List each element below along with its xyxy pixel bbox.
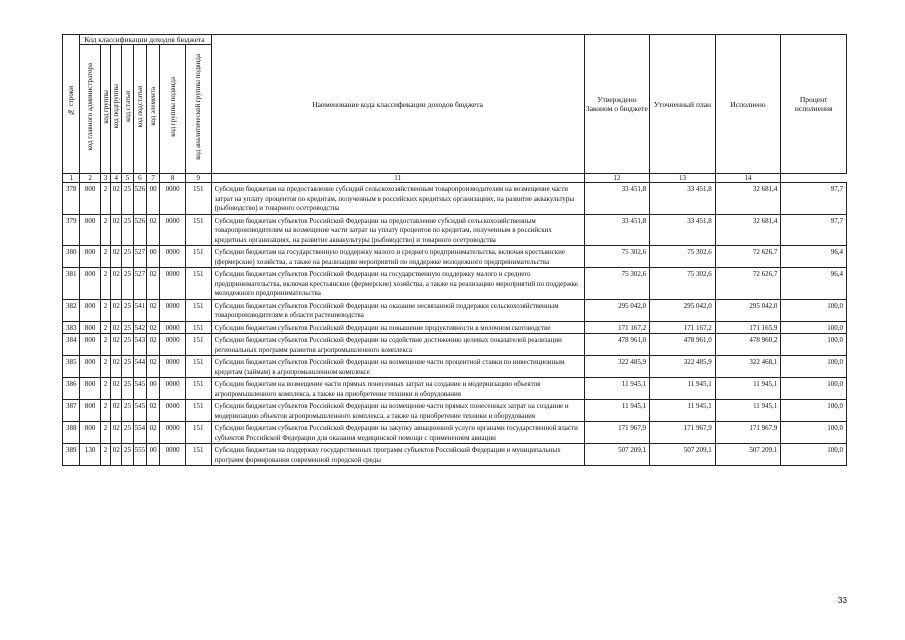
header-percent: Процент исполнения [781,35,847,174]
execution-percent: 100,0 [781,444,847,466]
code-subtype-group: 0000 [160,356,186,378]
code-subgroup: 02 [111,422,122,444]
executed-amount: 171 165,9 [715,321,781,334]
code-analytic-group: 151 [185,378,211,400]
header-name: Наименование кода классификации доходов бюджета [211,35,584,174]
execution-percent: 100,0 [781,422,847,444]
executed-amount: 72 626,7 [715,246,781,268]
code-subarticle: 545 [133,378,146,400]
refined-amount: 171 167,2 [650,321,716,334]
revenue-name: Субсидии бюджетам субъектов Российской Федерации на возмещение части прямых понесенных затрат на создание и модернизацию объектов агропромышленного комплекса, а также на приобретение техники и оборудования [211,400,584,422]
code-subtype-group: 0000 [160,268,186,300]
column-number: 11 [211,174,584,183]
table-row [63,268,847,300]
refined-amount: 11 945,1 [650,400,716,422]
approved-amount: 295 042,0 [584,299,650,321]
code-analytic-group: 151 [185,299,211,321]
refined-amount: 33 451,8 [650,214,716,246]
code-group: 2 [100,268,110,300]
column-number: 7 [146,174,159,183]
revenue-name: Субсидии бюджетам на возмещение части прямых понесенных затрат на создание и модернизацию объектов агропромышленного комплекса, а также на приобретение техники и оборудования [211,378,584,400]
refined-amount: 295 042,0 [650,299,716,321]
code-admin: 800 [80,400,100,422]
code-article: 25 [122,356,133,378]
code-element: 02 [146,299,159,321]
code-element: 00 [146,444,159,466]
table-row [63,356,847,378]
code-article: 25 [122,246,133,268]
approved-amount: 322 485,9 [584,356,650,378]
code-analytic-group: 151 [185,246,211,268]
header-code-element: код элемента [146,45,159,174]
executed-amount: 507 209,1 [715,444,781,466]
code-element: 02 [146,321,159,334]
code-group: 2 [100,444,110,466]
code-admin: 800 [80,422,100,444]
refined-amount: 507 209,1 [650,444,716,466]
code-element: 02 [146,268,159,300]
row-number: 382 [63,299,80,321]
table-row [63,334,847,356]
row-number: 386 [63,378,80,400]
table-row [63,246,847,268]
code-subarticle: 542 [133,321,146,334]
code-analytic-group: 151 [185,183,211,215]
approved-amount: 75 302,6 [584,268,650,300]
header-code-admin: код главного администратора [80,45,100,174]
table-row [63,422,847,444]
approved-amount: 11 945,1 [584,378,650,400]
code-subtype-group: 0000 [160,400,186,422]
approved-amount: 33 451,8 [584,214,650,246]
row-number: 385 [63,356,80,378]
approved-amount: 75 302,6 [584,246,650,268]
approved-amount: 171 967,9 [584,422,650,444]
revenue-name: Субсидии бюджетам субъектов Российской Федерации на государственную поддержку малого и среднего предпринимательства, включая крестьянские (фермерские) хозяйства, а также на реализацию мероприятий по поддержке молодежного предпринимательства [211,268,584,300]
approved-amount: 507 209,1 [584,444,650,466]
code-subgroup: 02 [111,321,122,334]
approved-amount: 11 945,1 [584,400,650,422]
approved-amount: 478 961,0 [584,334,650,356]
approved-amount: 33 451,8 [584,183,650,215]
code-group: 2 [100,299,110,321]
code-element: 02 [146,334,159,356]
refined-amount: 33 451,8 [650,183,716,215]
code-group: 2 [100,334,110,356]
header-approved: Утверждено Законом о бюджете [584,35,650,174]
code-element: 02 [146,422,159,444]
code-subarticle: 555 [133,444,146,466]
execution-percent: 97,7 [781,183,847,215]
revenue-name: Субсидии бюджетам субъектов Российской Федерации на закупку авиационной услуги органами государственной власти субъектов Российской Федерации для оказания медицинской помощи с применением авиации [211,422,584,444]
code-article: 25 [122,334,133,356]
code-subtype-group: 0000 [160,299,186,321]
row-number: 387 [63,400,80,422]
header-refined: Уточненный план [650,35,716,174]
header-code-subgroup: код подгруппы [111,45,122,174]
code-group: 2 [100,214,110,246]
code-subarticle: 554 [133,422,146,444]
code-group: 2 [100,183,110,215]
execution-percent: 97,7 [781,214,847,246]
code-subgroup: 02 [111,356,122,378]
code-analytic-group: 151 [185,356,211,378]
column-number: 14 [715,174,781,183]
code-subtype-group: 0000 [160,422,186,444]
row-number: 389 [63,444,80,466]
code-article: 25 [122,268,133,300]
code-article: 25 [122,321,133,334]
executed-amount: 295 042,0 [715,299,781,321]
row-number: 388 [63,422,80,444]
code-subarticle: 541 [133,299,146,321]
code-subgroup: 02 [111,268,122,300]
code-admin: 130 [80,444,100,466]
execution-percent: 100,0 [781,299,847,321]
column-number: 6 [133,174,146,183]
code-admin: 800 [80,356,100,378]
refined-amount: 478 961,0 [650,334,716,356]
executed-amount: 478 960,2 [715,334,781,356]
revenue-name: Субсидии бюджетам на государственную поддержку малого и среднего предпринимательства, включая крестьянские (фермерские) хозяйства, а также на реализацию мероприятий по поддержке молодежного предпринимательства [211,246,584,268]
column-number: 3 [100,174,110,183]
execution-percent: 100,0 [781,400,847,422]
code-subgroup: 02 [111,183,122,215]
code-subtype-group: 0000 [160,214,186,246]
column-numbers-row [63,174,847,183]
code-subtype-group: 0000 [160,378,186,400]
executed-amount: 32 681,4 [715,214,781,246]
page-number: 33 [838,596,847,605]
code-group: 2 [100,422,110,444]
code-subgroup: 02 [111,400,122,422]
code-admin: 800 [80,268,100,300]
code-admin: 800 [80,246,100,268]
revenue-name: Субсидии бюджетам субъектов Российской Федерации на повышение продуктивности в молочном скотоводстве [211,321,584,334]
executed-amount: 11 945,1 [715,378,781,400]
approved-amount: 171 167,2 [584,321,650,334]
code-subgroup: 02 [111,246,122,268]
execution-percent: 100,0 [781,321,847,334]
revenue-name: Субсидии бюджетам субъектов Российской Федерации на возмещение части процентной ставки по инвестиционным кредитам (займам) в агропромышленном комплексе [211,356,584,378]
revenue-name: Субсидии бюджетам субъектов Российской Федерации на оказание несвязанной поддержки сельскохозяйственным товаропроизводителям в области растениеводства [211,299,584,321]
code-article: 25 [122,400,133,422]
code-admin: 800 [80,334,100,356]
code-admin: 800 [80,214,100,246]
code-group: 2 [100,400,110,422]
refined-amount: 75 302,6 [650,246,716,268]
revenue-name: Субсидии бюджетам на предоставление субсидий сельскохозяйственным товаропроизводителям на возмещение части затрат на уплату процентов по кредитам, полученным в российских кредитных организациях, на развитие аквакультуры (рыбоводство) и товарного осетроводства [211,183,584,215]
code-element: 02 [146,356,159,378]
code-analytic-group: 151 [185,321,211,334]
column-number: 2 [80,174,100,183]
code-subtype-group: 0000 [160,246,186,268]
column-number: 9 [185,174,211,183]
code-subtype-group: 0000 [160,334,186,356]
row-number: 384 [63,334,80,356]
budget-revenue-table [62,34,847,466]
column-number: 5 [122,174,133,183]
table-row [63,444,847,466]
code-article: 25 [122,422,133,444]
code-element: 00 [146,246,159,268]
code-article: 25 [122,183,133,215]
row-number: 379 [63,214,80,246]
code-article: 25 [122,444,133,466]
code-article: 25 [122,299,133,321]
code-subgroup: 02 [111,214,122,246]
table-row [63,183,847,215]
code-group: 2 [100,356,110,378]
executed-amount: 11 945,1 [715,400,781,422]
column-number: 12 [584,174,650,183]
code-article: 25 [122,214,133,246]
code-admin: 800 [80,183,100,215]
revenue-name: Субсидии бюджетам на поддержку государственных программ субъектов Российской Федерации и муниципальных программ формирования современной городской среды [211,444,584,466]
code-subgroup: 02 [111,444,122,466]
header-code-analytic-group: код аналитической группы подвида [185,45,211,174]
row-number: 378 [63,183,80,215]
revenue-name: Субсидии бюджетам субъектов Российской Федерации на содействие достижению целевых показателей реализации региональных программ развития агропромышленного комплекса [211,334,584,356]
header-code-subtype-group: код группы подвида [160,45,186,174]
header-code-subarticle: код подстатьи [133,45,146,174]
code-subtype-group: 0000 [160,183,186,215]
code-subarticle: 526 [133,183,146,215]
column-number: 8 [160,174,186,183]
column-number: 1 [63,174,80,183]
code-subarticle: 545 [133,400,146,422]
column-number: 4 [111,174,122,183]
code-element: 02 [146,214,159,246]
code-subarticle: 543 [133,334,146,356]
refined-amount: 75 302,6 [650,268,716,300]
code-analytic-group: 151 [185,400,211,422]
row-number: 381 [63,268,80,300]
code-admin: 800 [80,321,100,334]
header-executed: Исполнено [715,35,781,174]
row-number: 383 [63,321,80,334]
table-row [63,321,847,334]
table-row [63,378,847,400]
header-code-group-col: код группы [100,45,110,174]
code-admin: 800 [80,299,100,321]
code-element: 00 [146,378,159,400]
code-analytic-group: 151 [185,268,211,300]
header-code-article: код статьи [122,45,133,174]
code-group: 2 [100,246,110,268]
header-code-group: Код классификации доходов бюджета [80,35,211,45]
code-subgroup: 02 [111,378,122,400]
code-subgroup: 02 [111,299,122,321]
execution-percent: 100,0 [781,378,847,400]
execution-percent: 96,4 [781,268,847,300]
code-analytic-group: 151 [185,444,211,466]
code-group: 2 [100,321,110,334]
code-admin: 800 [80,378,100,400]
code-subarticle: 544 [133,356,146,378]
execution-percent: 100,0 [781,356,847,378]
code-subgroup: 02 [111,334,122,356]
refined-amount: 171 967,9 [650,422,716,444]
code-subtype-group: 0000 [160,321,186,334]
executed-amount: 72 626,7 [715,268,781,300]
code-analytic-group: 151 [185,214,211,246]
code-subarticle: 527 [133,246,146,268]
execution-percent: 96,4 [781,246,847,268]
executed-amount: 171 967,9 [715,422,781,444]
code-group: 2 [100,378,110,400]
code-subtype-group: 0000 [160,444,186,466]
executed-amount: 322 468,1 [715,356,781,378]
code-element: 02 [146,400,159,422]
code-subarticle: 527 [133,268,146,300]
code-analytic-group: 151 [185,422,211,444]
refined-amount: 11 945,1 [650,378,716,400]
code-analytic-group: 151 [185,334,211,356]
table-row [63,214,847,246]
revenue-name: Субсидии бюджетам субъектов Российской Федерации на предоставление субсидий сельскохозяйственным товаропроизводителям на возмещение части затрат на уплату процентов по кредитам, полученным в российских кредитных организациях, на развитие аквакультуры (рыбоводство) и товарного осетроводства [211,214,584,246]
column-number: 13 [650,174,716,183]
executed-amount: 32 681,4 [715,183,781,215]
code-subarticle: 526 [133,214,146,246]
header-row-no: № строки [63,35,80,174]
refined-amount: 322 485,9 [650,356,716,378]
code-article: 25 [122,378,133,400]
table-row [63,400,847,422]
execution-percent: 100,0 [781,334,847,356]
row-number: 380 [63,246,80,268]
code-element: 00 [146,183,159,215]
table-row [63,299,847,321]
